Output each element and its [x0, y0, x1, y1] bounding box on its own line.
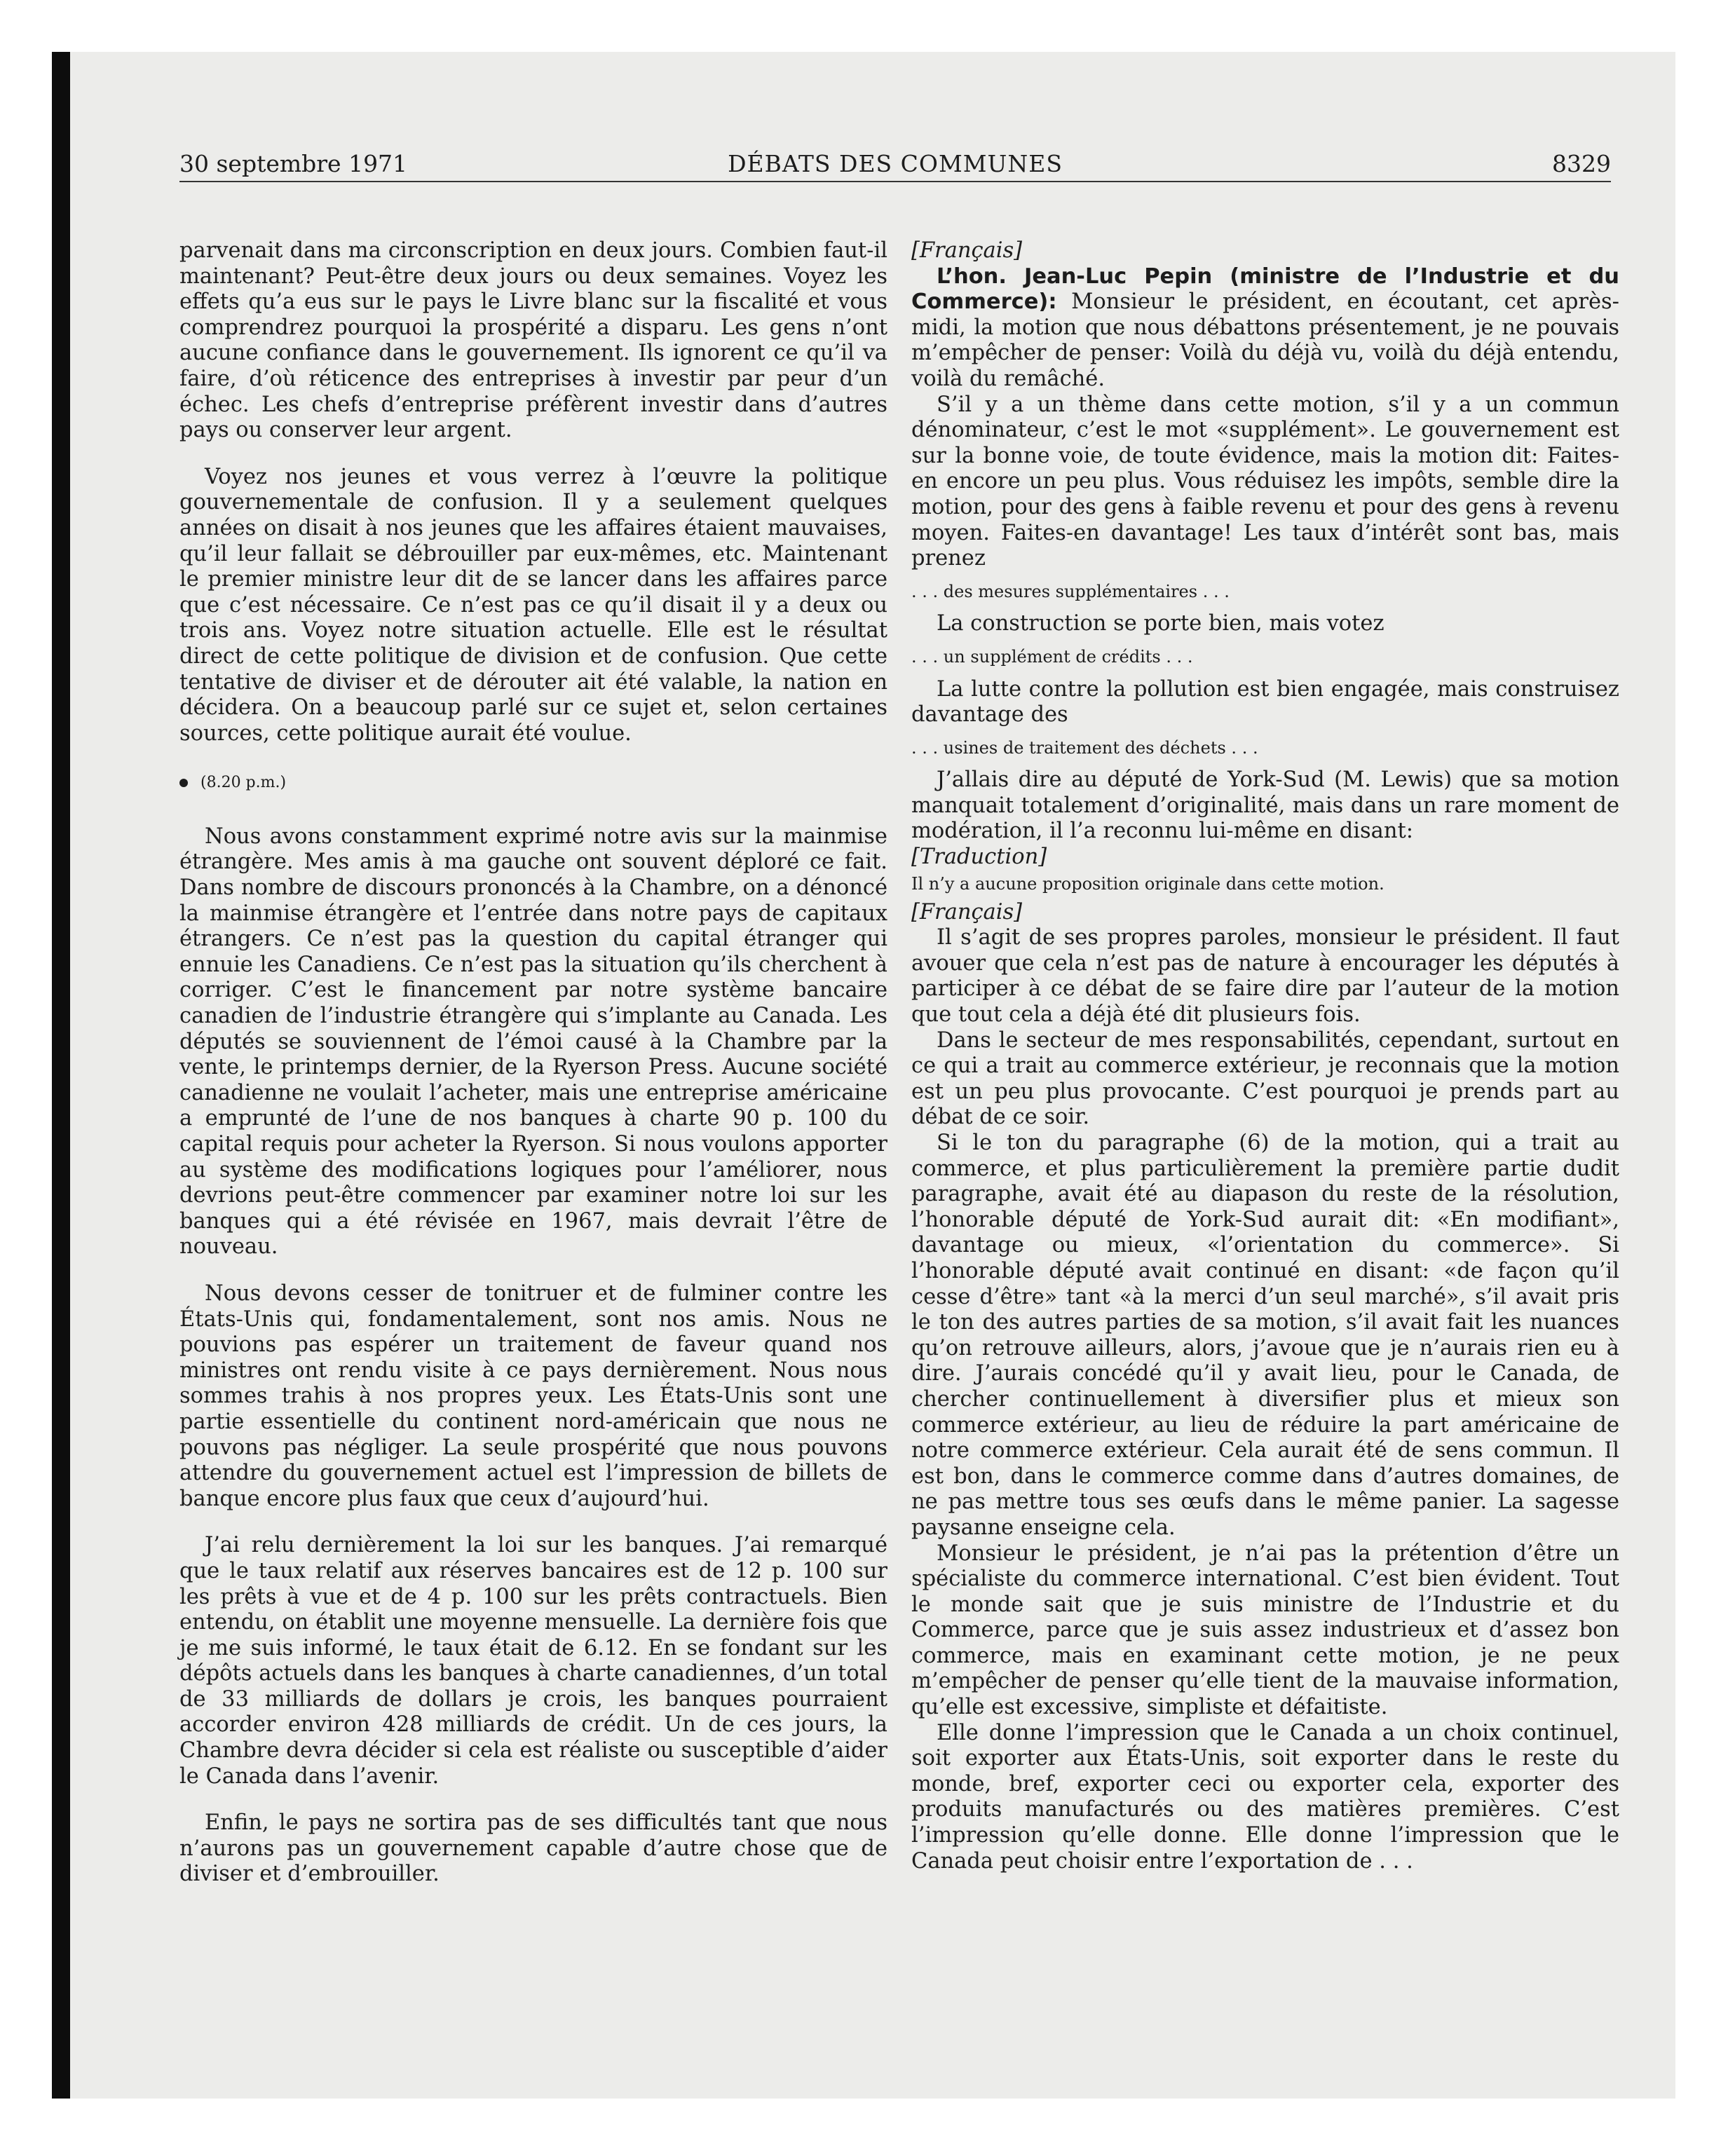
paragraph: Dans le secteur de mes responsabilités, cependant, surtout en ce qui a trait au commerce extérieur, je reconnais que la motion est un peu plus provocante. C’est pourquoi je prends part au débat de ce soir. — [911, 1028, 1619, 1130]
paragraph: La lutte contre la pollution est bien engagée, mais construisez davantage des — [911, 676, 1619, 728]
paragraph: La construction se porte bien, mais votez — [937, 611, 1384, 636]
header-date: 30 septembre 1971 — [179, 150, 408, 177]
ellipsis-insert: . . . des mesures supplémentaires . . . — [911, 581, 1230, 601]
time-marker-text: (8.20 p.m.) — [200, 774, 287, 792]
speaker-name: L’hon. Jean-Luc Pepin (ministre de l’Industrie et du Commerce): — [911, 264, 1619, 315]
left-column — [179, 238, 887, 1888]
paragraph: Voyez nos jeunes et vous verrez à l’œuvre la politique gouvernementale de confusion. Il y a seulement quelques années on disait à nos jeunes que les affaires étaient mauvaises, qu’il leur fallait se débrouiller par eux-mêmes, etc. Maintenant le premier ministre leur dit de se lancer dans les affaires parce que c’est nécessaire. Ce n’est pas ce qu’il disait il y a deux ou trois ans. Voyez notre situation actuelle. Elle est le résultat direct de cette politique de division et de confusion. Que cette tentative de diviser et de dérouter ait été valable, la nation en décidera. On a beaucoup parlé sur ce sujet et, selon certaines sources, cette politique aurait été voulue. — [179, 464, 887, 746]
speaker-paragraph — [911, 264, 1619, 393]
quotation: Il n’y a aucune proposition originale dans cette motion. — [911, 873, 1384, 894]
bullet-icon — [179, 779, 188, 787]
language-label: [Français] — [911, 238, 1023, 263]
paragraph: Si le ton du paragraphe (6) de la motion, qui a trait au commerce, et plus particulièrement la première partie dudit paragraphe, avait été au diapason du reste de la résolution, l’honorable député de York-Sud aurait dit: «En modifiant», davantage ou mieux, «l’orientation du commerce». Si l’honorable député avait continué en disant: «de façon qu’il cesse d’être» tant «à la merci d’un seul marché», s’il avait pris le ton des autres parties de sa motion, s’il avait fait les nuances qu’on retrouve ailleurs, alors, j’avoue que je n’aurais rien eu à dire. J’aurais concédé qu’il y avait lieu, pour le Canada, de chercher continuellement à diversifier plus et mieux son commerce extérieur, au lieu de réduire la part américaine de notre commerce extérieur. Cela aurait été de sens commun. Il est bon, dans le commerce comme dans d’autres domaines, de ne pas mettre tous ses œufs dans le même panier. La sagesse paysanne enseigne cela. — [911, 1131, 1619, 1540]
paragraph: Enfin, le pays ne sortira pas de ses difficultés tant que nous n’aurons pas un gouvernement capable d’autre chose que de diviser et d’embrouiller. — [179, 1810, 887, 1887]
page-header — [179, 147, 1611, 181]
time-marker — [179, 770, 887, 796]
paragraph: Il s’agit de ses propres paroles, monsieur le président. Il faut avouer que cela n’est pas de nature à encourager les députés à participer à ce débat de se faire dire par l’auteur de la motion que tout cela a déjà été dit plusieurs fois. — [911, 925, 1619, 1028]
paragraph: Nous avons constamment exprimé notre avis sur la mainmise étrangère. Mes amis à ma gauche ont souvent déploré ce fait. Dans nombre de discours prononcés à la Chambre, on a dénoncé la mainmise étrangère et l’entrée dans notre pays de capitaux étrangers. Ce n’est pas la question du capital étranger qui ennuie les Canadiens. Ce n’est pas la situation qu’ils cherchent à corriger. C’est le financement par notre système bancaire canadien de l’industrie étrangère qui s’implante au Canada. Les députés se souviennent de l’émoi causé à la Chambre par la vente, le printemps dernier, de la Ryerson Press. Aucune société canadienne ne voulait l’acheter, mais une entreprise américaine a emprunté de l’une de nos banques à charte 90 p. 100 du capital requis pour acheter la Ryerson. Si nous voulons apporter au système des modifications logiques pour l’améliorer, nous devrions peut-être commencer par examiner notre loi sur les banques qui a été révisée en 1967, mais devrait l’être de nouveau. — [179, 824, 887, 1260]
header-rule — [179, 181, 1611, 182]
paragraph: S’il y a un thème dans cette motion, s’il y a un commun dénominateur, c’est le mot «supplément». Le gouvernement est sur la bonne voie, de toute évidence, mais la motion dit: Faites-en encore un peu plus. Vous réduisez les impôts, semble dire la motion, pour des gens à faible revenu et pour des gens à revenu moyen. Faites-en davantage! Les taux d’intérêt sont bas, mais prenez — [911, 392, 1619, 571]
paragraph: Monsieur le président, je n’ai pas la prétention d’être un spécialiste du commerce international. C’est bien évident. Tout le monde sait que je suis ministre de l’Industrie et du Commerce, parce que je suis assez industrieux et d’assez bon commerce, mais en examinant cette motion, je ne peux m’empêcher de penser qu’elle tient de la mauvaise information, qu’elle est excessive, simpliste et défaitiste. — [911, 1541, 1619, 1720]
ellipsis-insert: . . . un supplément de crédits . . . — [911, 646, 1193, 667]
language-label: [Traduction] — [911, 845, 1047, 870]
binding-edge — [52, 52, 70, 2099]
paragraph: Nous devons cesser de tonitruer et de fulminer contre les États-Unis qui, fondamentalement, sont nos amis. Nous ne pouvions pas espérer un traitement de faveur quand nos ministres ont rendu visite à ce pays dernièrement. Nous nous sommes trahis à nos propres yeux. Les États-Unis sont une partie essentielle du continent nord-américain que nous ne pouvons pas négliger. La seule prospérité que nous pouvons attendre du gouvernement actuel est l’impression de billets de banque encore plus faux que ceux d’aujourd’hui. — [179, 1281, 887, 1511]
paragraph-text: Monsieur le président, en écoutant, cet après-midi, la motion que nous débattons présentement, je ne pouvais m’empêcher de penser: Voilà du déjà vu, voilà du déjà entendu, voilà du remâché. — [911, 289, 1619, 391]
header-title: DÉBATS DES COMMUNES — [728, 150, 1063, 177]
paragraph: parvenait dans ma circonscription en deux jours. Combien faut-il maintenant? Peut-être deux jours ou deux semaines. Voyez les effets qu’a eus sur le pays le Livre blanc sur la fiscalité et vous comprendrez pourquoi la prospérité a disparu. Les gens n’ont aucune confiance dans le gouvernement. Ils ignorent ce qu’il va faire, d’où réticence des entreprises à investir par peur d’un échec. Les chefs d’entreprise préfèrent investir dans d’autres pays ou conserver leur argent. — [179, 238, 887, 443]
paragraph: Elle donne l’impression que le Canada a un choix continuel, soit exporter aux États-Unis, soit exporter dans le reste du monde, bref, exporter ceci ou exporter cela, exporter des produits manufacturés ou des matières premières. C’est l’impression qu’elle donne. Elle donne l’impression que le Canada peut choisir entre l’exportation de . . . — [911, 1720, 1619, 1874]
paragraph: J’allais dire au député de York-Sud (M. Lewis) que sa motion manquait totalement d’originalité, mais dans un rare moment de modération, il l’a reconnu lui-même en disant: — [911, 767, 1619, 844]
paragraph: J’ai relu dernièrement la loi sur les banques. J’ai remarqué que le taux relatif aux réserves bancaires est de 12 p. 100 sur les prêts à vue et de 4 p. 100 sur les prêts contractuels. Bien entendu, on établit une moyenne mensuelle. La dernière fois que je me suis informé, le taux était de 6.12. En se fondant sur les dépôts actuels dans les banques à charte canadiennes, d’un total de 33 milliards de dollars je crois, les banques pourraient accorder environ 428 milliards de crédit. Un de ces jours, la Chambre devra décider si cela est réaliste ou susceptible d’aider le Canada dans l’avenir. — [179, 1533, 887, 1789]
ellipsis-insert: . . . usines de traitement des déchets . . . — [911, 737, 1258, 758]
language-label: [Français] — [911, 899, 1023, 925]
right-column — [911, 238, 1619, 1874]
header-page-number: 8329 — [1552, 150, 1611, 177]
